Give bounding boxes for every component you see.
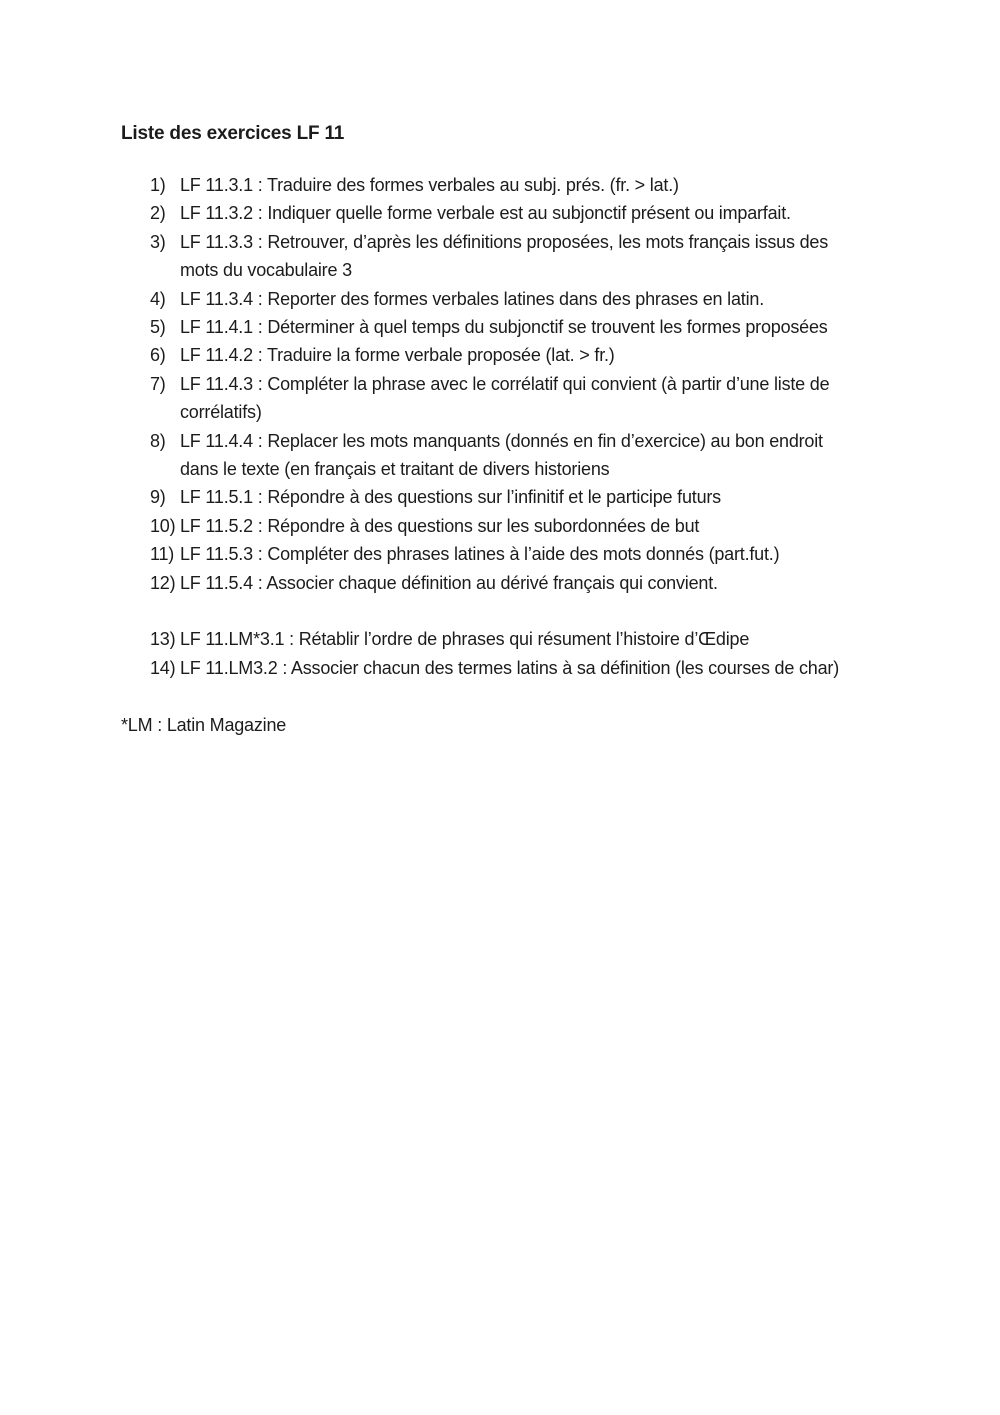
list-item-text: LF 11.5.4 : Associer chaque définition au dérivé français qui convient.: [180, 572, 718, 593]
list-item-number: 3): [150, 231, 166, 252]
list-item-text: LF 11.LM3.2 : Associer chacun des termes latins à sa définition (les courses de char): [180, 657, 839, 678]
list-item-text: LF 11.5.1 : Répondre à des questions sur l’infinitif et le participe futurs: [180, 487, 721, 508]
list-item-text-block: [180, 483, 1000, 511]
exercise-list: [150, 171, 1000, 682]
list-item-text: LF 11.3.3 : Retrouver, d’après les définitions proposées, les mots français issus des: [180, 231, 828, 252]
list-item-text-block: [180, 171, 1000, 199]
list-item: [150, 285, 1000, 313]
list-item-text: LF 11.5.3 : Compléter des phrases latines à l’aide des mots donnés (part.fut.): [180, 544, 780, 565]
list-item-text: LF 11.LM*3.1 : Rétablir l’ordre de phrases qui résument l’histoire d’Œdipe: [180, 629, 750, 650]
list-item-text-block: [180, 370, 1000, 427]
page-title: Liste des exercices LF 11: [121, 123, 345, 144]
list-item-text-block: [180, 313, 1000, 341]
list-item-number: 10): [150, 515, 176, 536]
list-item-text-block: [180, 569, 1000, 597]
list-item-text: LF 11.3.4 : Reporter des formes verbales latines dans des phrases en latin.: [180, 288, 764, 309]
list-item-text-block: [180, 199, 1000, 227]
list-item-number: 1): [150, 175, 166, 195]
list-item-number: 6): [150, 345, 166, 366]
list-item: [150, 199, 1000, 227]
footnote: *LM : Latin Magazine: [121, 715, 287, 736]
list-item-text-cont: mots du vocabulaire 3: [180, 260, 352, 281]
list-item-text-block: [180, 427, 1000, 484]
list-item-number: 2): [150, 203, 166, 224]
list-item: [150, 370, 1000, 427]
list-item-text-cont: dans le texte (en français et traitant de divers historiens: [180, 459, 610, 480]
list-item: [150, 625, 1000, 653]
list-item: [150, 313, 1000, 341]
blank-line: [150, 597, 1000, 625]
list-item-number: 8): [150, 430, 166, 451]
list-item: [150, 483, 1000, 511]
list-item-number: 12): [150, 572, 176, 593]
list-item-text: LF 11.5.2 : Répondre à des questions sur les subordonnées de but: [180, 515, 700, 536]
list-item: [150, 512, 1000, 540]
list-item-number: 7): [150, 373, 166, 394]
list-item: [150, 171, 1000, 199]
list-item-number: 5): [150, 317, 166, 338]
list-item: [150, 228, 1000, 285]
list-item-number: 11): [150, 544, 175, 565]
list-item-text-block: [180, 654, 1000, 682]
list-item-text-cont: corrélatifs): [180, 402, 262, 423]
list-item-text: LF 11.3.2 : Indiquer quelle forme verbale est au subjonctif présent ou imparfait.: [180, 203, 791, 224]
list-item-number: 9): [150, 487, 166, 508]
list-item-text-block: [180, 512, 1000, 540]
list-item-text: LF 11.4.1 : Déterminer à quel temps du subjonctif se trouvent les formes proposées: [180, 317, 828, 338]
list-item-text: LF 11.4.4 : Replacer les mots manquants (donnés en fin d’exercice) au bon endroit: [180, 430, 823, 451]
list-item-text-block: [180, 540, 1000, 568]
list-item: [150, 427, 1000, 484]
list-item: [150, 341, 1000, 369]
list-item-text: LF 11.4.2 : Traduire la forme verbale proposée (lat. > fr.): [180, 345, 615, 366]
list-item: [150, 540, 1000, 568]
list-item: [150, 654, 1000, 682]
list-item-number: 4): [150, 288, 166, 309]
list-item-text-block: [180, 625, 1000, 653]
list-item-text: LF 11.3.1 : Traduire des formes verbales au subj. prés. (fr. > lat.): [180, 175, 679, 195]
list-item-text-block: [180, 285, 1000, 313]
list-item-text: LF 11.4.3 : Compléter la phrase avec le corrélatif qui convient (à partir d’une liste de: [180, 373, 830, 394]
list-item-text-block: [180, 228, 1000, 285]
list-item: [150, 569, 1000, 597]
list-item-text-block: [180, 341, 1000, 369]
list-item-number: 14): [150, 657, 176, 678]
list-item-number: 13): [150, 629, 176, 650]
